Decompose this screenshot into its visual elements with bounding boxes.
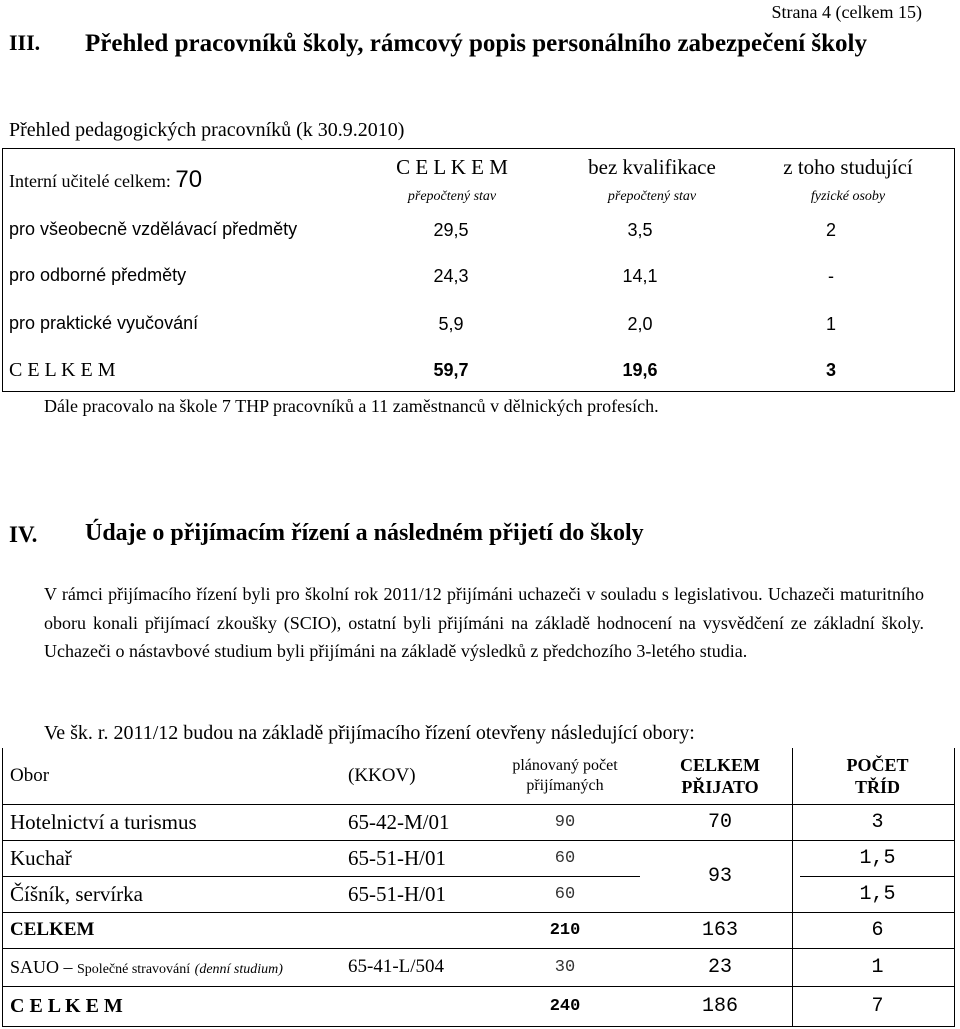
- staff-total-label: C E L K E M: [9, 359, 116, 381]
- subtotal-label: CELKEM: [2, 912, 338, 948]
- sauo-code: SAUO –: [10, 956, 73, 977]
- header-accepted: [640, 748, 800, 804]
- staff-row-label: pro odborné předměty: [9, 265, 187, 285]
- staff-value: 2: [825, 220, 836, 240]
- grand-total-kkov-empty: [338, 986, 490, 1026]
- staff-heading: Přehled pedagogických pracovníků (k 30.9.2010): [9, 119, 405, 141]
- subtotal-planned: 210: [490, 912, 640, 948]
- header-accepted-line1: CELKEM: [679, 754, 760, 775]
- field-kkov: 65-51-H/01: [338, 876, 490, 912]
- header-classes: [800, 748, 955, 804]
- field-accepted: 70: [640, 804, 800, 840]
- staff-value: 3,5: [627, 220, 653, 240]
- field-classes: 3: [800, 804, 955, 840]
- header-classes-line2: TŘÍD: [854, 776, 900, 797]
- staff-value: 1: [825, 314, 836, 334]
- staff-value: 14,1: [622, 266, 658, 286]
- header-planned-line1: plánovaný počet: [512, 756, 618, 774]
- header-planned: [490, 748, 640, 804]
- column-header-unqualified: bez kvalifikace: [588, 155, 716, 179]
- sauo-kkov: 65-41-L/504: [338, 948, 490, 986]
- header-kkov: (KKOV): [348, 764, 416, 786]
- sauo-accepted: 23: [640, 948, 800, 986]
- table-row: [2, 804, 955, 840]
- grand-total-planned: 240: [490, 986, 640, 1026]
- field-name: Kuchař: [2, 840, 338, 876]
- field-classes: 1,5: [800, 876, 955, 912]
- field-planned: 90: [490, 804, 640, 840]
- admission-paragraph: V rámci přijímacího řízení byli pro školní rok 2011/12 přijímáni uchazeči v souladu s legislativou. Uchazeči maturitního oboru konali přijímací zkoušky (SCIO), ostatní byli přijímáni na základě hodnocení na vysvědčení ze základní školy. Uchazeči o nástavbové studium byli přijímáni na základě výsledků z předchozího 3-letého studia.: [44, 584, 924, 661]
- staff-total-value: 3: [825, 360, 836, 380]
- header-classes-line1: POČET: [846, 754, 909, 775]
- section-title: Přehled pracovníků školy, rámcový popis personálního zabezpečení školy: [85, 30, 868, 57]
- table-row-subtotal: [2, 912, 955, 948]
- field-planned: 60: [490, 840, 640, 876]
- staff-value: -: [828, 266, 834, 286]
- staff-total-value: 19,6: [622, 360, 658, 380]
- column-subheader-total: přepočtený stav: [407, 189, 497, 204]
- page-number: Strana 4 (celkem 15): [771, 2, 922, 22]
- subtotal-kkov-empty: [338, 912, 490, 948]
- grand-total-accepted: 186: [640, 986, 800, 1026]
- staff-value: 5,9: [438, 314, 464, 334]
- subtotal-classes: 6: [800, 912, 955, 948]
- subtotal-accepted: 163: [640, 912, 800, 948]
- section-title: Údaje o přijímacím řízení a následném přijetí do školy: [85, 520, 644, 546]
- column-header-total: C E L K E M: [396, 155, 508, 179]
- sauo-planned: 30: [490, 948, 640, 986]
- staff-note: Dále pracovalo na škole 7 THP pracovníků a 11 zaměstnanců v dělnických profesích.: [44, 396, 659, 416]
- staff-total-value: 59,7: [433, 360, 469, 380]
- grand-total-label: C E L K E M: [2, 986, 338, 1026]
- table-border-right: [954, 748, 955, 1026]
- field-kkov: 65-51-H/01: [338, 840, 490, 876]
- staff-row-label: pro všeobecně vzdělávací předměty: [9, 219, 298, 239]
- internal-teachers-label: Interní učitelé celkem: 70: [9, 166, 203, 193]
- staff-value: 2,0: [627, 314, 653, 334]
- fields-intro: Ve šk. r. 2011/12 budou na základě přijímacího řízení otevřeny následující obory:: [44, 722, 695, 744]
- table-row: [2, 840, 955, 876]
- header-accepted-line2: PŘIJATO: [681, 776, 759, 797]
- field-accepted-merged: 93: [640, 840, 800, 912]
- admissions-table: [2, 748, 955, 1027]
- header-planned-line2: přijímaných: [526, 776, 604, 794]
- column-header-studying: z toho studující: [783, 155, 913, 179]
- header-obor: Obor: [10, 764, 50, 786]
- table-row: [2, 948, 955, 986]
- staff-value: 29,5: [433, 220, 469, 240]
- internal-teachers-total: 70: [175, 166, 203, 193]
- section-number: III.: [9, 30, 41, 55]
- field-planned: 60: [490, 876, 640, 912]
- field-classes: 1,5: [800, 840, 955, 876]
- section-number: IV.: [9, 522, 38, 547]
- staff-value: 24,3: [433, 266, 469, 286]
- sauo-desc-italic: (denní studium): [194, 961, 283, 977]
- table-row-total: [2, 986, 955, 1026]
- table-divider: [792, 748, 793, 1026]
- column-subheader-studying: fyzické osoby: [810, 189, 886, 204]
- table-border-left: [2, 748, 3, 1026]
- column-subheader-unqualified: přepočtený stav: [607, 189, 697, 204]
- field-name: Číšník, servírka: [2, 876, 338, 912]
- table-row: [2, 876, 955, 912]
- field-kkov: 65-42-M/01: [338, 804, 490, 840]
- grand-total-classes: 7: [800, 986, 955, 1026]
- field-name: Hotelnictví a turismus: [2, 804, 338, 840]
- sauo-classes: 1: [800, 948, 955, 986]
- staff-row-label: pro praktické vyučování: [9, 313, 199, 333]
- sauo-name: [2, 948, 338, 986]
- sauo-desc: Společné stravování: [77, 961, 191, 977]
